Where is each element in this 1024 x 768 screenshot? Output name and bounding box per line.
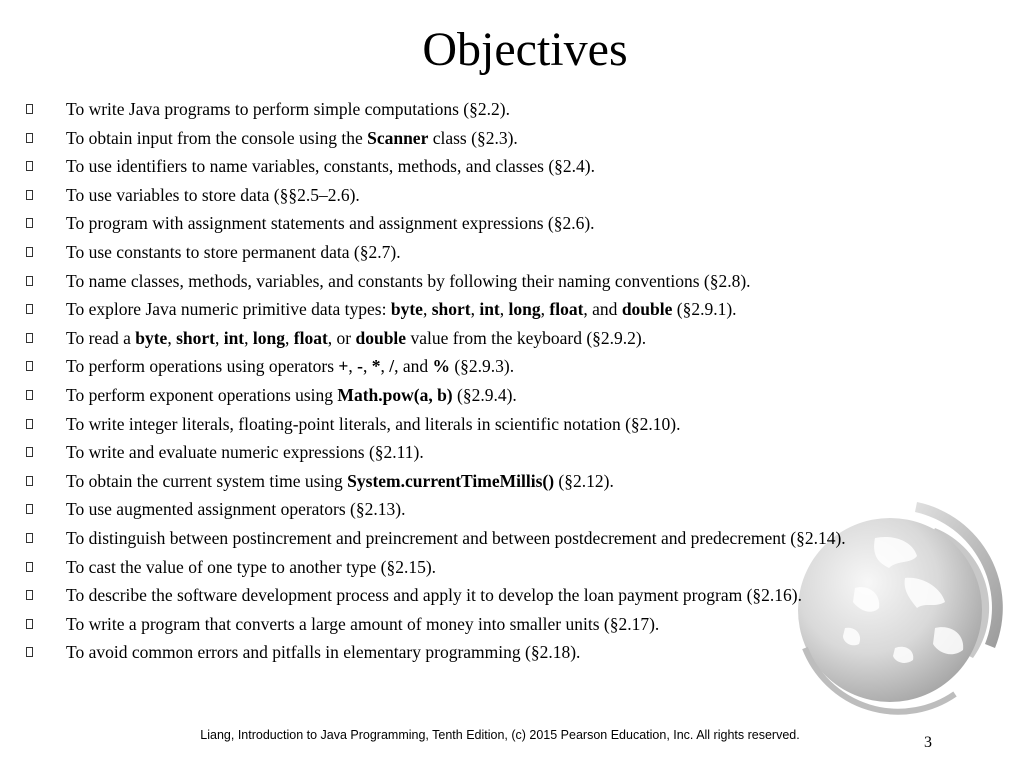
objective-item <box>26 381 1016 410</box>
objective-text-run: To cast the value of one type to another type (§2.15). <box>66 556 437 577</box>
objective-code-term: long <box>252 327 285 348</box>
objective-text-run: (§2.9.3). <box>449 356 515 377</box>
objective-text-run: To use identifiers to name variables, constants, methods, and classes (§2.4). <box>66 156 595 177</box>
objective-text-run: (§2.9.4). <box>452 384 517 405</box>
objective-code-term: float <box>293 327 328 348</box>
objective-text-run: To use constants to store permanent data (§2.7). <box>66 241 401 262</box>
square-bullet-icon <box>26 190 33 200</box>
objective-code-term: Scanner <box>367 127 429 148</box>
square-bullet-icon <box>26 533 33 543</box>
objective-text-run: , <box>422 299 432 320</box>
square-bullet-icon <box>26 133 33 143</box>
objective-text <box>66 638 580 667</box>
objective-text-run: To describe the software development process and apply it to develop the loan payment program (§2.16). <box>66 585 802 606</box>
objective-item <box>26 238 1016 267</box>
objective-code-term: float <box>549 299 584 320</box>
objective-code-term: System.currentTimeMillis() <box>347 470 555 491</box>
square-bullet-icon <box>26 562 33 572</box>
objective-text-run: To distinguish between postincrement and preincrement and between postdecrement and predecrement (§2.14). <box>66 527 846 548</box>
objective-code-term: double <box>355 327 407 348</box>
objective-text-run: , <box>348 356 358 377</box>
objective-text-run: , <box>214 327 224 348</box>
square-bullet-icon <box>26 218 33 228</box>
objective-text-run: value from the keyboard (§2.9.2). <box>406 327 647 348</box>
page-number: 3 <box>924 734 932 751</box>
objective-text-run: , <box>167 327 177 348</box>
objective-text <box>66 181 360 210</box>
objective-code-term: - <box>357 356 363 377</box>
square-bullet-icon <box>26 361 33 371</box>
objective-text <box>66 209 595 238</box>
objective-code-term: % <box>432 356 450 377</box>
objective-text-run: To read a <box>66 327 136 348</box>
square-bullet-icon <box>26 447 33 457</box>
slide-title: Objectives <box>422 23 628 76</box>
objective-text-run: To perform exponent operations using <box>66 384 338 405</box>
square-bullet-icon <box>26 590 33 600</box>
objective-item <box>26 610 1016 639</box>
objective-text <box>66 295 737 324</box>
square-bullet-icon <box>26 333 33 343</box>
square-bullet-icon <box>26 647 33 657</box>
objective-text-run: To write a program that converts a large amount of money into smaller units (§2.17). <box>66 613 660 634</box>
objective-item <box>26 553 1016 582</box>
objective-text-run: To program with assignment statements and assignment expressions (§2.6). <box>66 213 595 234</box>
objective-text <box>66 553 436 582</box>
objective-text-run: (§2.12). <box>554 470 614 491</box>
footer-copyright: Liang, Introduction to Java Programming, Tenth Edition, (c) 2015 Pearson Education, Inc. All rights reserved. <box>200 728 800 742</box>
objective-item <box>26 638 1016 667</box>
objective-code-term: int <box>479 299 500 320</box>
objective-text <box>66 495 405 524</box>
objective-text-run: , <box>470 299 480 320</box>
objective-text <box>66 238 401 267</box>
objective-item <box>26 181 1016 210</box>
objective-item <box>26 324 1016 353</box>
objective-text-run: , <box>540 299 550 320</box>
square-bullet-icon <box>26 390 33 400</box>
objective-code-term: double <box>621 299 673 320</box>
objective-text <box>66 352 514 381</box>
objective-text-run: , or <box>327 327 356 348</box>
objective-code-term: short <box>431 299 471 320</box>
objective-text <box>66 410 681 439</box>
objective-item <box>26 209 1016 238</box>
objective-code-term: long <box>508 299 541 320</box>
objective-text <box>66 152 595 181</box>
objective-text-run: , <box>499 299 509 320</box>
objective-item <box>26 438 1016 467</box>
objective-text-run: To obtain the current system time using <box>66 470 348 491</box>
objective-item <box>26 95 1016 124</box>
square-bullet-icon <box>26 419 33 429</box>
objective-text-run: To write Java programs to perform simple computations (§2.2). <box>66 99 510 119</box>
square-bullet-icon <box>26 304 33 314</box>
objective-text-run: , <box>380 356 390 377</box>
objective-item <box>26 467 1016 496</box>
objective-text <box>66 324 646 353</box>
objective-text-run: To name classes, methods, variables, and constants by following their naming conventions (§2.8). <box>66 270 751 291</box>
objective-text <box>66 610 659 639</box>
objective-text-run: , <box>362 356 372 377</box>
objective-text <box>66 267 751 296</box>
objective-text-run: To explore Java numeric primitive data types: <box>66 299 391 320</box>
objective-item <box>26 524 1016 553</box>
objective-item <box>26 124 1016 153</box>
objective-code-term: short <box>176 327 215 348</box>
objective-text-run: , and <box>394 356 433 377</box>
objective-text-run: To avoid common errors and pitfalls in elementary programming (§2.18). <box>66 642 581 663</box>
objective-code-term: * <box>371 356 381 377</box>
objective-text <box>66 95 510 124</box>
square-bullet-icon <box>26 619 33 629</box>
objective-text-run: To obtain input from the console using the <box>66 127 368 148</box>
objective-item <box>26 352 1016 381</box>
objective-code-term: Math.pow(a, b) <box>337 384 453 405</box>
objective-text <box>66 524 846 553</box>
objective-text-run: To perform operations using operators <box>66 356 339 377</box>
objective-text <box>66 381 517 410</box>
objective-text-run: To write integer literals, floating-point literals, and literals in scientific notation (§2.10). <box>66 413 681 434</box>
objective-text-run: , <box>285 327 294 348</box>
objective-item <box>26 295 1016 324</box>
square-bullet-icon <box>26 504 33 514</box>
objective-code-term: / <box>389 356 395 377</box>
objective-text-run: class (§2.3). <box>428 127 518 148</box>
objective-text-run: , <box>244 327 253 348</box>
objective-text <box>66 438 424 467</box>
square-bullet-icon <box>26 276 33 286</box>
objective-text-run: (§2.9.1). <box>672 299 737 320</box>
objective-code-term: byte <box>135 327 168 348</box>
objective-text-run: To use augmented assignment operators (§2.13). <box>66 499 406 520</box>
objective-code-term: + <box>338 356 349 377</box>
objective-text-run: To use variables to store data (§§2.5–2.6). <box>66 184 360 205</box>
objective-item <box>26 267 1016 296</box>
objective-text-run: To write and evaluate numeric expressions (§2.11). <box>66 442 424 463</box>
objective-text <box>66 467 614 496</box>
square-bullet-icon <box>26 161 33 171</box>
objective-text <box>66 581 802 610</box>
objective-code-term: byte <box>390 299 423 320</box>
objective-text-run: , and <box>583 299 622 320</box>
objective-item <box>26 495 1016 524</box>
objective-item <box>26 410 1016 439</box>
objective-code-term: int <box>223 327 245 348</box>
objectives-list <box>26 95 1016 667</box>
square-bullet-icon <box>26 104 33 114</box>
square-bullet-icon <box>26 247 33 257</box>
square-bullet-icon <box>26 476 33 486</box>
objective-item <box>26 581 1016 610</box>
objective-text <box>66 124 518 153</box>
objective-item <box>26 152 1016 181</box>
